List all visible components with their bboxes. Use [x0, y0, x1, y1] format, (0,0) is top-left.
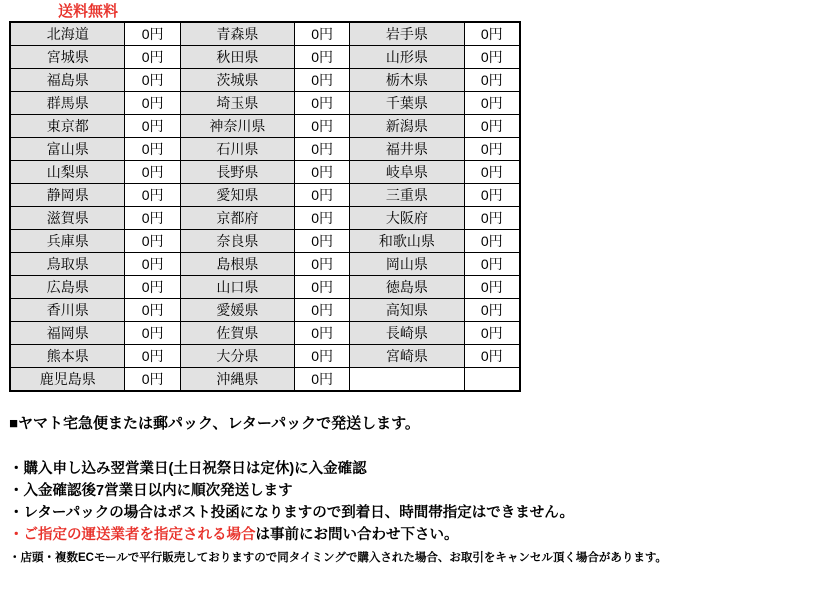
- fee-cell: 0円: [125, 299, 180, 322]
- prefecture-cell: 熊本県: [10, 345, 125, 368]
- fee-cell: 0円: [464, 161, 520, 184]
- fee-cell: 0円: [464, 184, 520, 207]
- prefecture-cell: 滋賀県: [10, 207, 125, 230]
- shipping-notes: [9, 412, 809, 568]
- notes-bullet-red-tail: は事前にお問い合わせ下さい。: [255, 527, 459, 543]
- prefecture-cell: 石川県: [180, 138, 294, 161]
- fee-cell: 0円: [295, 184, 350, 207]
- fee-cell: 0円: [125, 253, 180, 276]
- prefecture-cell: 山梨県: [10, 161, 125, 184]
- prefecture-cell: 兵庫県: [10, 230, 125, 253]
- prefecture-cell: 徳島県: [350, 276, 464, 299]
- table-row: [10, 69, 520, 92]
- prefecture-cell: 大分県: [180, 345, 294, 368]
- prefecture-cell: 神奈川県: [180, 115, 294, 138]
- notes-fineprint: ・店頭・複数ECモールで平行販売しておりますので同タイミングで購入された場合、お取引をキャンセル頂く場合があります。: [9, 552, 667, 564]
- fee-cell: 0円: [125, 368, 180, 392]
- prefecture-cell: 北海道: [10, 22, 125, 46]
- fee-cell: 0円: [295, 92, 350, 115]
- table-body: [10, 22, 520, 391]
- table-row: [10, 368, 520, 392]
- fee-cell: 0円: [125, 92, 180, 115]
- fee-cell: 0円: [464, 345, 520, 368]
- table-row: [10, 161, 520, 184]
- prefecture-cell: 鳥取県: [10, 253, 125, 276]
- fee-cell: 0円: [295, 230, 350, 253]
- prefecture-cell: 長崎県: [350, 322, 464, 345]
- notes-heading: ■ヤマト宅急便または郵パック、レターパックで発送します。: [9, 415, 420, 432]
- prefecture-cell: 埼玉県: [180, 92, 294, 115]
- prefecture-cell: 新潟県: [350, 115, 464, 138]
- prefecture-cell: 富山県: [10, 138, 125, 161]
- fee-cell: 0円: [295, 46, 350, 69]
- prefecture-cell: 東京都: [10, 115, 125, 138]
- prefecture-cell: 静岡県: [10, 184, 125, 207]
- notes-bullet: ・購入申し込み翌営業日(土日祝祭日は定休)に入金確認: [9, 461, 367, 477]
- notes-bullet-red: [9, 524, 809, 546]
- fee-cell: 0円: [295, 22, 350, 46]
- fee-cell: 0円: [125, 22, 180, 46]
- table-cell-empty: [350, 368, 464, 392]
- prefecture-cell: 沖縄県: [180, 368, 294, 392]
- fee-cell: 0円: [125, 276, 180, 299]
- table-row: [10, 276, 520, 299]
- prefecture-cell: 栃木県: [350, 69, 464, 92]
- prefecture-cell: 鹿児島県: [10, 368, 125, 392]
- fee-cell: 0円: [295, 368, 350, 392]
- fee-cell: 0円: [295, 69, 350, 92]
- fee-cell: 0円: [464, 22, 520, 46]
- fee-cell: 0円: [125, 161, 180, 184]
- prefecture-cell: 愛媛県: [180, 299, 294, 322]
- prefecture-cell: 山口県: [180, 276, 294, 299]
- fee-cell: 0円: [125, 322, 180, 345]
- prefecture-cell: 岩手県: [350, 22, 464, 46]
- fee-cell: 0円: [125, 115, 180, 138]
- fee-cell: 0円: [464, 299, 520, 322]
- prefecture-cell: 山形県: [350, 46, 464, 69]
- notes-bullet: ・レターパックの場合はポスト投函になりますので到着日、時間帯指定はできません。: [9, 505, 575, 521]
- fee-cell: 0円: [464, 276, 520, 299]
- table-row: [10, 230, 520, 253]
- table-row: [10, 138, 520, 161]
- notes-bullet-list: [9, 458, 809, 524]
- fee-cell: 0円: [295, 276, 350, 299]
- table-row: [10, 299, 520, 322]
- fee-cell: 0円: [295, 115, 350, 138]
- fee-cell: 0円: [125, 207, 180, 230]
- notes-bullet: ・入金確認後7営業日以内に順次発送します: [9, 483, 293, 499]
- prefecture-cell: 茨城県: [180, 69, 294, 92]
- prefecture-cell: 三重県: [350, 184, 464, 207]
- prefecture-cell: 大阪府: [350, 207, 464, 230]
- prefecture-cell: 宮崎県: [350, 345, 464, 368]
- prefecture-cell: 福島県: [10, 69, 125, 92]
- prefecture-cell: 愛知県: [180, 184, 294, 207]
- fee-cell: 0円: [464, 230, 520, 253]
- notes-bullet-red-emphasis: ・ご指定の運送業者を指定される場合: [9, 527, 256, 543]
- prefecture-cell: 福井県: [350, 138, 464, 161]
- fee-cell: 0円: [464, 115, 520, 138]
- prefecture-cell: 香川県: [10, 299, 125, 322]
- fee-cell: 0円: [464, 69, 520, 92]
- shipping-fee-table: [9, 21, 521, 392]
- fee-cell: 0円: [125, 345, 180, 368]
- table-row: [10, 184, 520, 207]
- fee-cell: 0円: [125, 230, 180, 253]
- prefecture-cell: 島根県: [180, 253, 294, 276]
- fee-cell: 0円: [464, 207, 520, 230]
- table-row: [10, 207, 520, 230]
- prefecture-cell: 群馬県: [10, 92, 125, 115]
- table-row: [10, 22, 520, 46]
- fee-cell: 0円: [464, 46, 520, 69]
- fee-cell: 0円: [464, 138, 520, 161]
- prefecture-cell: 和歌山県: [350, 230, 464, 253]
- fee-cell: 0円: [295, 161, 350, 184]
- fee-cell: 0円: [125, 46, 180, 69]
- fee-cell: 0円: [295, 299, 350, 322]
- prefecture-cell: 京都府: [180, 207, 294, 230]
- fee-cell: 0円: [295, 138, 350, 161]
- fee-cell: 0円: [464, 253, 520, 276]
- prefecture-cell: 長野県: [180, 161, 294, 184]
- prefecture-cell: 千葉県: [350, 92, 464, 115]
- fee-cell: 0円: [295, 207, 350, 230]
- prefecture-cell: 秋田県: [180, 46, 294, 69]
- fee-cell: 0円: [464, 322, 520, 345]
- prefecture-cell: 奈良県: [180, 230, 294, 253]
- fee-cell: 0円: [125, 69, 180, 92]
- free-shipping-label: 送料無料: [58, 3, 119, 20]
- table-row: [10, 322, 520, 345]
- table-row: [10, 253, 520, 276]
- table-row: [10, 46, 520, 69]
- table-row: [10, 345, 520, 368]
- prefecture-cell: 広島県: [10, 276, 125, 299]
- prefecture-cell: 岐阜県: [350, 161, 464, 184]
- prefecture-cell: 岡山県: [350, 253, 464, 276]
- fee-cell: 0円: [295, 322, 350, 345]
- fee-cell: 0円: [125, 138, 180, 161]
- prefecture-cell: 福岡県: [10, 322, 125, 345]
- prefecture-cell: 佐賀県: [180, 322, 294, 345]
- table-row: [10, 92, 520, 115]
- table-row: [10, 115, 520, 138]
- prefecture-cell: 青森県: [180, 22, 294, 46]
- prefecture-cell: 宮城県: [10, 46, 125, 69]
- fee-cell: 0円: [125, 184, 180, 207]
- fee-cell: 0円: [295, 345, 350, 368]
- fee-cell: 0円: [464, 92, 520, 115]
- table-cell-empty: [464, 368, 520, 392]
- fee-cell: 0円: [295, 253, 350, 276]
- prefecture-cell: 高知県: [350, 299, 464, 322]
